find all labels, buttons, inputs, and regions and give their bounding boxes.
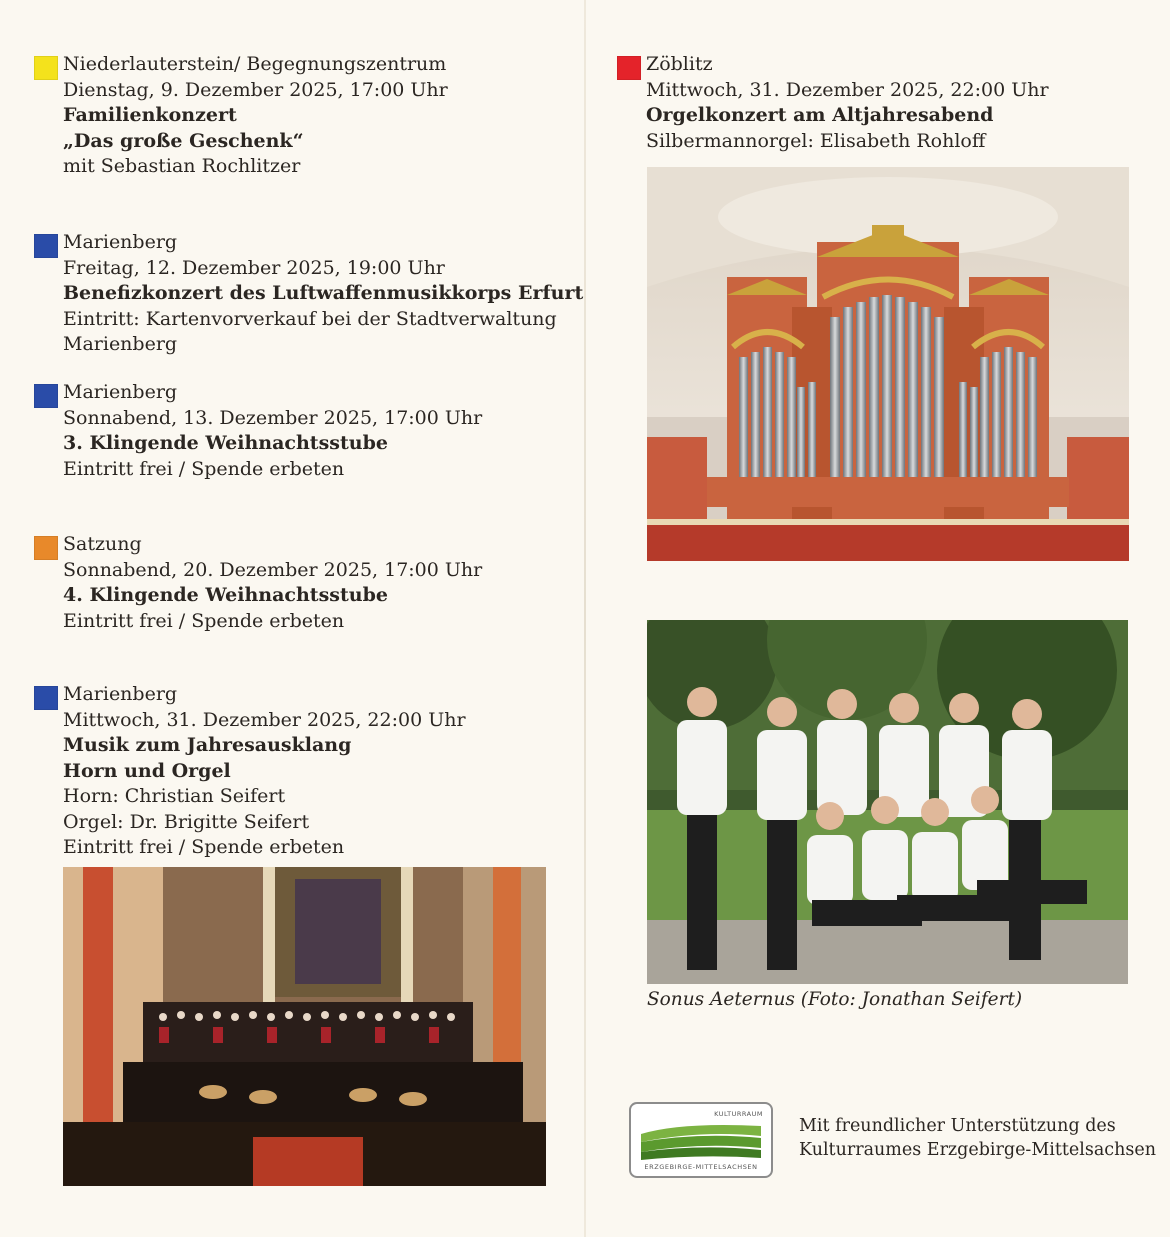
- color-marker-orange: [34, 536, 58, 560]
- page-fold: [584, 0, 586, 1237]
- event-info-line: Freitag, 12. Dezember 2025, 19:00 Uhr: [63, 256, 445, 279]
- color-marker-red: [617, 56, 641, 80]
- logo-waves-icon: [641, 1120, 761, 1160]
- event-lines: [63, 532, 554, 634]
- event-info-line: Silbermannorgel: Elisabeth Rohloff: [646, 129, 986, 152]
- event-info-line: Eintritt: Kartenvorverkauf bei der Stadtverwaltung: [63, 307, 557, 330]
- photo-caption: Sonus Aeternus (Foto: Jonathan Seifert): [647, 989, 1023, 1010]
- event-title-line: Familienkonzert: [63, 104, 237, 126]
- event-title-line: Benefizkonzert des Luftwaffenmusikkorps Erfurt: [63, 282, 584, 304]
- support-line-1: Mit freundlicher Unterstützung des: [799, 1116, 1116, 1136]
- event-title-line: „Das große Geschenk“: [63, 129, 304, 152]
- event-info-line: Orgel: Dr. Brigitte Seifert: [63, 810, 310, 833]
- event-niederlauterstein: [34, 52, 554, 180]
- event-info-line: Eintritt frei / Spende erbeten: [63, 457, 345, 480]
- event-info-line: Marienberg: [63, 231, 178, 253]
- event-lines: [63, 682, 554, 861]
- event-info-line: Mittwoch, 31. Dezember 2025, 22:00 Uhr: [646, 78, 1049, 101]
- organ-photo: [647, 167, 1129, 561]
- color-marker-yellow: [34, 56, 58, 80]
- support-note: [799, 1114, 1156, 1162]
- color-marker-blue: [34, 234, 58, 258]
- event-info-line: Horn: Christian Seifert: [63, 785, 286, 807]
- event-info-line: Eintritt frei / Spende erbeten: [63, 609, 345, 632]
- event-marienberg-jahresausklang: [34, 682, 554, 861]
- event-info-line: Eintritt frei / Spende erbeten: [63, 836, 345, 858]
- event-satzung: [34, 532, 554, 634]
- event-title-line: Orgelkonzert am Altjahresabend: [646, 104, 994, 126]
- event-title-line: 3. Klingende Weihnachtsstube: [63, 432, 388, 454]
- logo-top-text: KULTURRAUM: [714, 1110, 763, 1118]
- event-info-line: Zöblitz: [646, 53, 713, 75]
- kulturraum-logo: [629, 1102, 773, 1178]
- event-title-line: Musik zum Jahresausklang: [63, 734, 352, 756]
- event-zoeblitz: [617, 52, 1137, 154]
- event-info-line: Dienstag, 9. Dezember 2025, 17:00 Uhr: [63, 78, 448, 101]
- support-line-2: Kulturraumes Erzgebirge-Mittelsachsen: [799, 1140, 1156, 1160]
- event-info-line: Satzung: [63, 533, 142, 555]
- event-lines: [63, 380, 554, 482]
- event-lines: [646, 52, 1137, 154]
- event-lines: [63, 52, 554, 180]
- concert-photo: [63, 867, 546, 1186]
- event-marienberg-benefiz: [34, 230, 584, 358]
- event-info-line: Niederlauterstein/ Begegnungszentrum: [63, 53, 447, 75]
- choir-photo: [647, 620, 1128, 984]
- color-marker-blue: [34, 384, 58, 408]
- event-lines: [63, 230, 584, 358]
- event-title-line: 4. Klingende Weihnachtsstube: [63, 584, 388, 606]
- color-marker-blue: [34, 686, 58, 710]
- event-info-line: mit Sebastian Rochlitzer: [63, 155, 301, 177]
- event-info-line: Marienberg: [63, 381, 178, 403]
- event-info-line: Marienberg: [63, 333, 178, 355]
- event-info-line: Mittwoch, 31. Dezember 2025, 22:00 Uhr: [63, 708, 466, 731]
- event-marienberg-weihnachtsstube: [34, 380, 554, 482]
- event-title-line: Horn und Orgel: [63, 759, 231, 782]
- event-info-line: Marienberg: [63, 683, 178, 705]
- event-info-line: Sonnabend, 20. Dezember 2025, 17:00 Uhr: [63, 558, 483, 581]
- logo-bottom-text: ERZGEBIRGE-MITTELSACHSEN: [644, 1163, 758, 1171]
- event-info-line: Sonnabend, 13. Dezember 2025, 17:00 Uhr: [63, 406, 483, 429]
